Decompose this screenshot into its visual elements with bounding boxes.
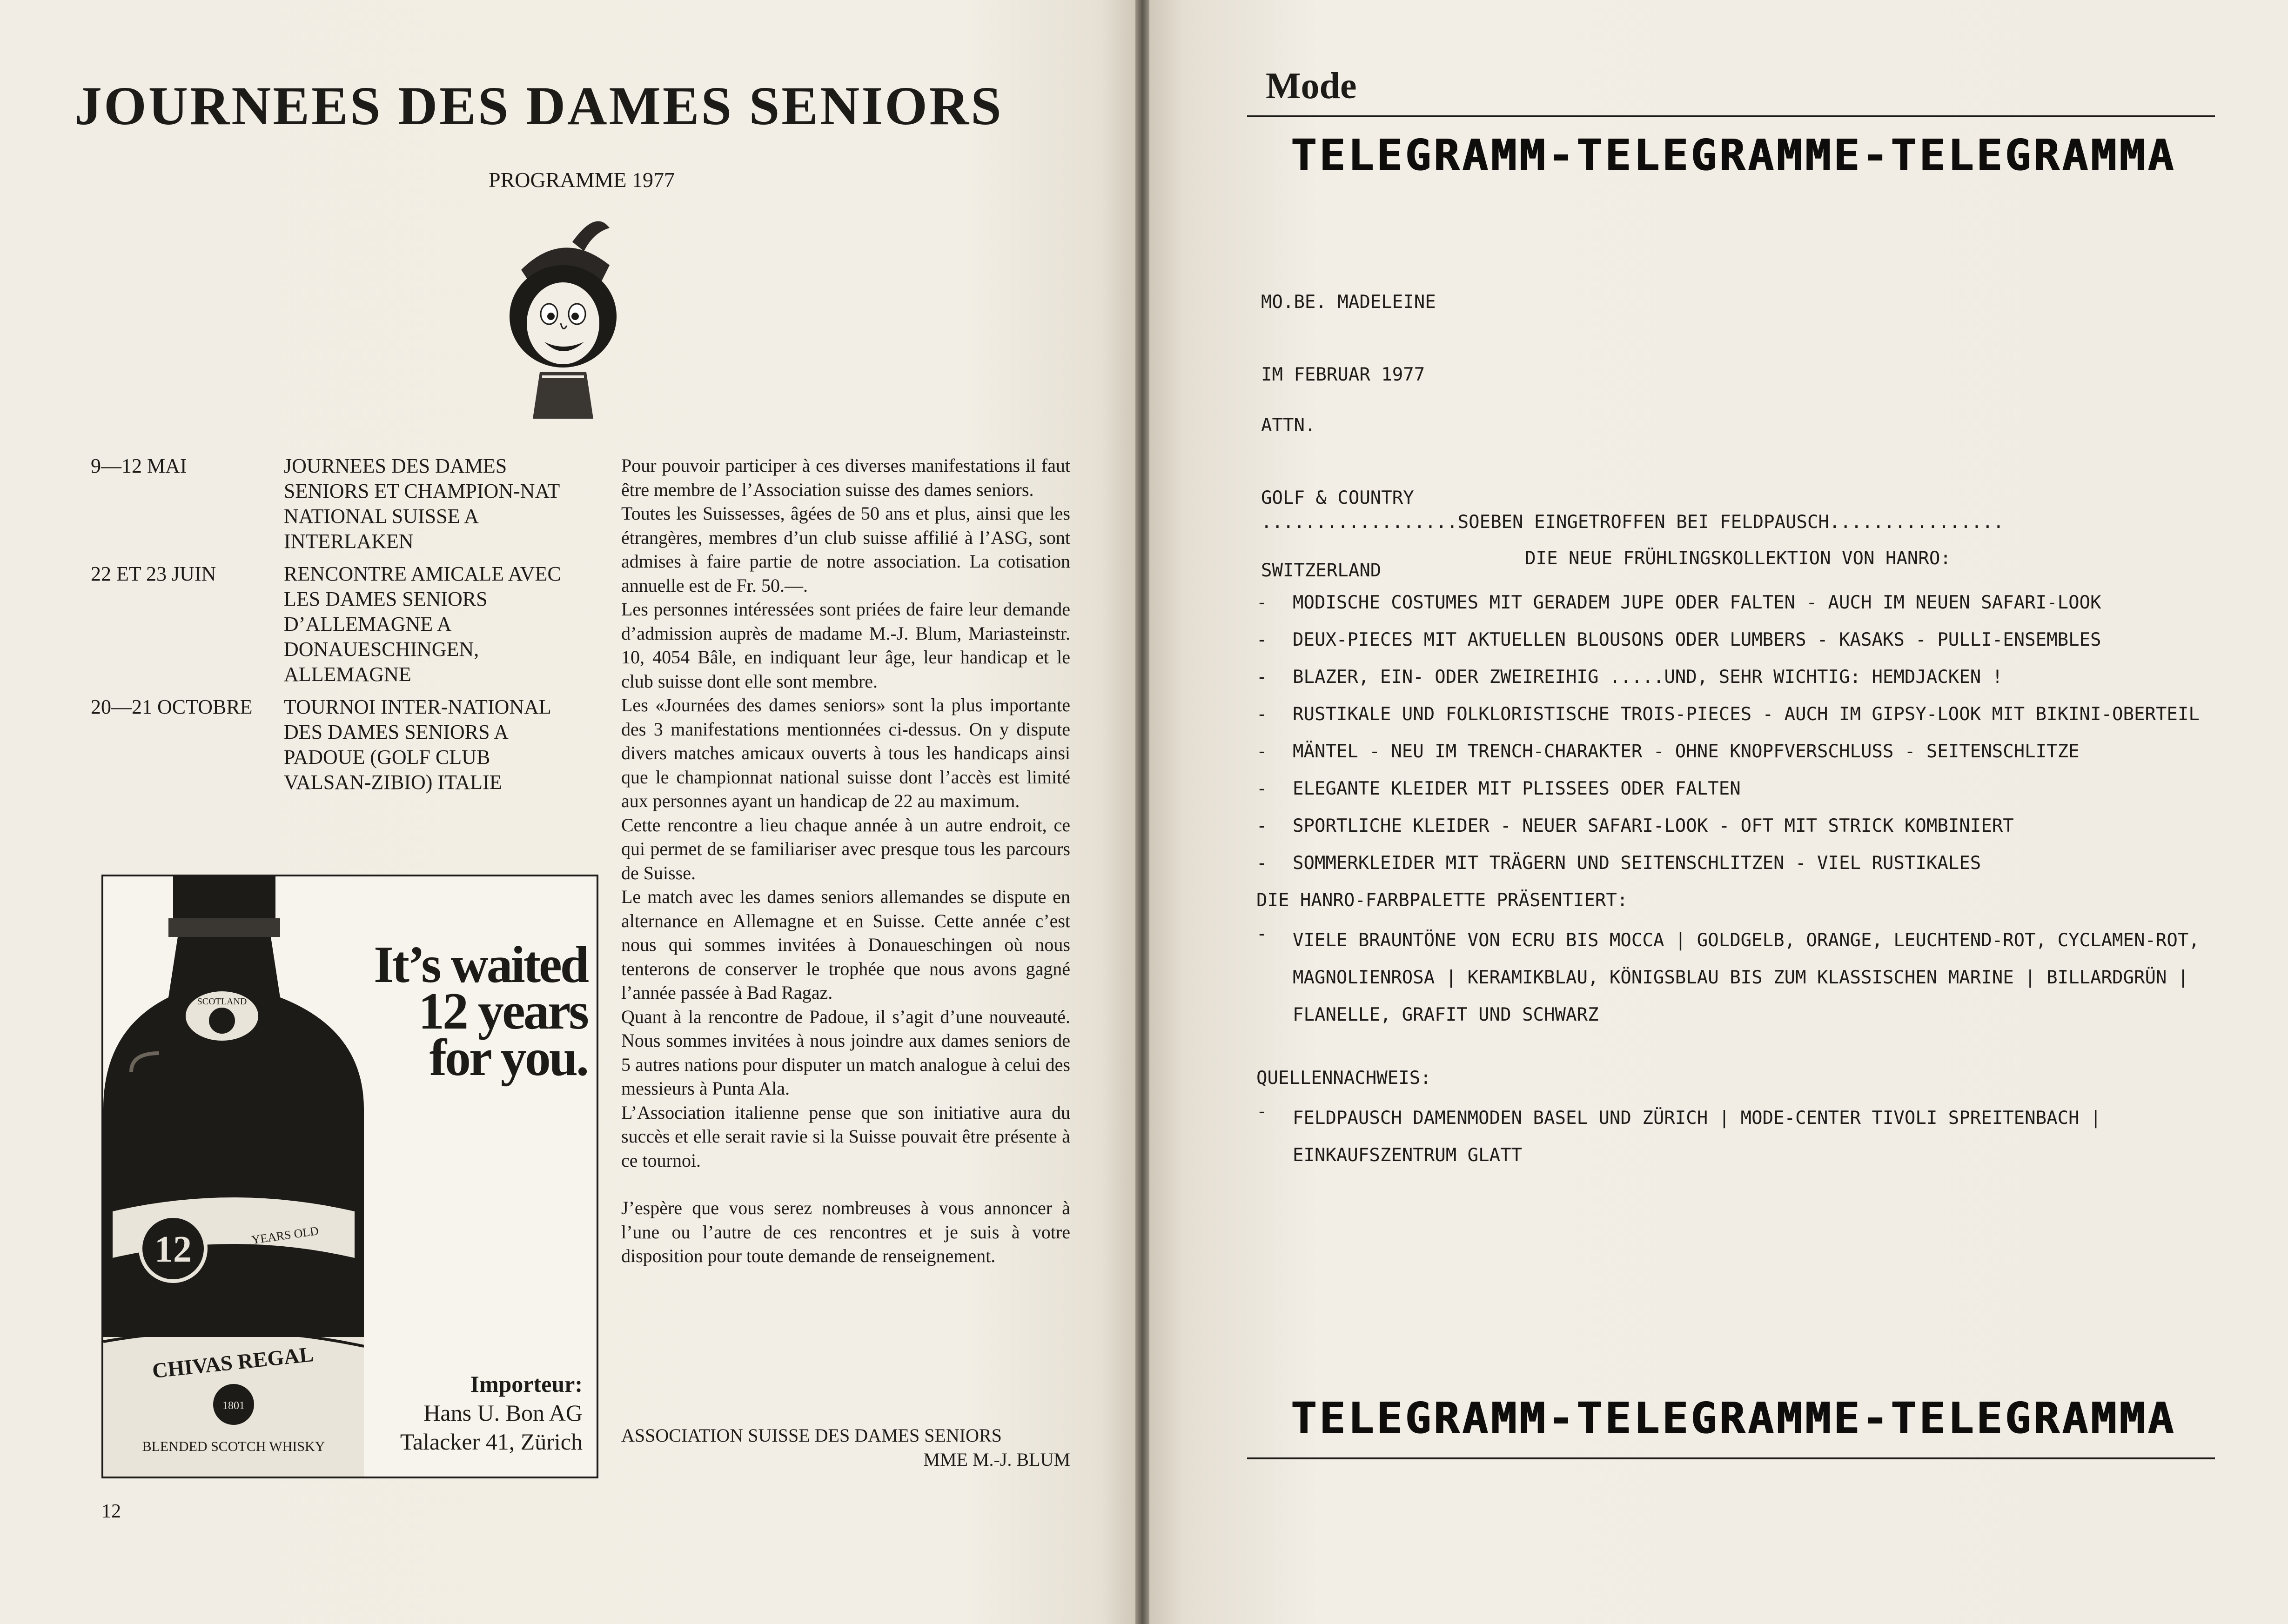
- dash-marker: -: [1256, 778, 1268, 799]
- list-item: [1256, 814, 2224, 838]
- event-date: 9—12 MAI: [91, 454, 187, 477]
- attn-line: GOLF & COUNTRY: [1261, 488, 1414, 508]
- telegram-banner-bottom: TELEGRAMM-TELEGRAMME-TELEGRAMMA: [1256, 1393, 2210, 1443]
- list-item-text: ELEGANTE KLEIDER MIT PLISSEES ODER FALTEN: [1293, 778, 1741, 799]
- label-years-text: YEARS OLD: [250, 1224, 320, 1247]
- event-row: [91, 454, 579, 554]
- importer-address: Talacker 41, Zürich: [400, 1429, 583, 1455]
- top-rule: [1247, 115, 2215, 117]
- sources-heading: QUELLENNACHWEIS:: [1256, 1068, 1431, 1089]
- dash-marker: -: [1256, 741, 1268, 762]
- page-number: 12: [101, 1501, 121, 1522]
- list-item: [1256, 628, 2224, 652]
- list-item: [1256, 1100, 2224, 1174]
- list-item-text: RUSTIKALE UND FOLKLORISTISCHE TROIS-PIECES - AUCH IM GIPSY-LOOK MIT BIKINI-OBERTEIL: [1293, 704, 2200, 725]
- list-item: [1256, 591, 2224, 615]
- event-row: [91, 695, 579, 795]
- paragraph: Pour pouvoir participer à ces diverses manifestations il faut être membre de l’Association suisse des dames seniors.: [621, 455, 1070, 500]
- paragraph: Toutes les Suissesses, âgées de 50 ans et plus, ainsi que les étrangères, membres d’un club suisse affilié à l’ASG, sont admises à faire partie de notre association. La cotisation annuelle est de Fr. 50.—.: [621, 503, 1070, 596]
- dash-marker: -: [1256, 592, 1268, 613]
- telegram-banner-top: TELEGRAMM-TELEGRAMME-TELEGRAMMA: [1256, 130, 2210, 180]
- event-row: [91, 561, 579, 687]
- attn-line: ATTN.: [1261, 415, 1316, 436]
- list-item-text: SOMMERKLEIDER MIT TRÄGERN UND SEITENSCHLITZEN - VIEL RUSTIKALES: [1293, 853, 1981, 874]
- paragraph: Les personnes intéressées sont priées de faire leur demande d’admission auprès de madame M.-J. Blum, Mariasteinstr. 10, 4054 Bâle, en indiquant leur âge, leur handicap et le club suisse dont elle sont membre.: [621, 599, 1070, 692]
- article-body: [621, 454, 1070, 1268]
- label-brand-text: CHIVAS REGAL: [151, 1342, 315, 1383]
- list-item-text: SPORTLICHE KLEIDER - NEUER SAFARI-LOOK - OFT MIT STRICK KOMBINIERT: [1293, 815, 2014, 836]
- list-item: [1256, 702, 2224, 727]
- event-description: JOURNEES DES DAMES SENIORS ET CHAMPION-NAT NATIONAL SUISSE A INTERLAKEN: [284, 454, 560, 553]
- ad-headline-line: 12 years: [418, 982, 587, 1040]
- dash-marker: -: [1256, 815, 1268, 836]
- label-founded-text: 1801: [222, 1400, 245, 1412]
- ad-headline-line: It’s waited: [374, 936, 587, 994]
- list-item: [1256, 665, 2224, 689]
- section-label: Mode: [1266, 66, 1357, 107]
- signature-block: [621, 1424, 1070, 1472]
- book-gutter: [1135, 0, 1149, 1624]
- bottom-rule: [1247, 1457, 2215, 1459]
- event-date: 22 ET 23 JUIN: [91, 562, 216, 585]
- announcement-subline: DIE NEUE FRÜHLINGSKOLLEKTION VON HANRO:: [1525, 548, 1951, 569]
- paragraph: L’Association italienne pense que son initiative aura du succès et elle serait ravie si la Suisse pouvait être présente à ce tournoi.: [621, 1102, 1070, 1171]
- list-item: [1256, 922, 2224, 1034]
- signature-name: MME M.-J. BLUM: [923, 1449, 1070, 1470]
- label-type-text: BLENDED SCOTCH WHISKY: [142, 1439, 325, 1454]
- programme-subtitle: PROGRAMME 1977: [488, 168, 675, 192]
- importer-label: Importeur:: [470, 1371, 583, 1397]
- event-description: TOURNOI INTER-NATIONAL DES DAMES SENIORS A PADOUE (GOLF CLUB VALSAN-ZIBIO) ITALIE: [284, 695, 551, 794]
- dash-marker: -: [1256, 853, 1268, 874]
- label-number-text: 12: [154, 1229, 192, 1270]
- event-date: 20—21 OCTOBRE: [91, 695, 253, 718]
- list-item-text: MÄNTEL - NEU IM TRENCH-CHARAKTER - OHNE KNOPFVERSCHLUSS - SEITENSCHLITZE: [1293, 741, 2080, 762]
- dash-marker: -: [1256, 923, 1268, 944]
- whisky-bottle-illustration: [103, 876, 364, 1477]
- paragraph: J’espère que vous serez nombreuses à vous annoncer à l’une ou l’autre de ces rencontres et je suis à votre disposition pour toute demande de renseignement.: [621, 1197, 1070, 1266]
- ad-headline-line: for you.: [429, 1029, 587, 1087]
- paragraph: Le match avec les dames seniors allemandes se dispute en alternance en Allemagne et en Suisse. Cette année c’est nous qui sommes invitées à Donaueschingen où nous tenterons de conserver le trophée que nous avons gagné l’année passée à Bad Ragaz.: [621, 886, 1070, 1003]
- importer-name: Hans U. Bon AG: [423, 1400, 583, 1426]
- announcement-line: ..................SOEBEN EINGETROFFEN BEI FELDPAUSCH................: [1261, 512, 2004, 533]
- label-top-text: SCOTLAND: [197, 996, 247, 1007]
- paragraph: Les «Journées des dames seniors» sont la plus importante des 3 manifestations mentionnées ci-dessus. On y dispute divers matches amicaux ouverts à tous les handicaps ainsi que le championnat national suisse dont l’accès est limité aux personnes ayant un handicap de 22 au maximum.: [621, 695, 1070, 811]
- whisky-advertisement: [101, 875, 598, 1478]
- sources-text: FELDPAUSCH DAMENMODEN BASEL UND ZÜRICH | MODE-CENTER TIVOLI SPREITENBACH | EINKAUFSZENTRUM GLATT: [1293, 1108, 2101, 1166]
- list-item: [1256, 851, 2224, 875]
- cartoon-golfer-illustration: [493, 200, 633, 433]
- ad-importer: [364, 1370, 583, 1456]
- list-item: [1256, 777, 2224, 801]
- palette-text: VIELE BRAUNTÖNE VON ECRU BIS MOCCA | GOLDGELB, ORANGE, LEUCHTEND-ROT, CYCLAMEN-ROT, MAGNOLIENROSA | KERAMIKBLAU, KÖNIGSBLAU BIS ZUM KLASSISCHEN MARINE | BILLARDGRÜN | FLANELLE, GRAFIT UND SCHWARZ: [1293, 930, 2200, 1025]
- dash-marker: -: [1256, 704, 1268, 725]
- paragraph: Cette rencontre a lieu chaque année à un autre endroit, ce qui permet de se familiariser avec presque tous les parcours de Suisse.: [621, 814, 1070, 883]
- list-item-text: MODISCHE COSTUMES MIT GERADEM JUPE ODER FALTEN - AUCH IM NEUEN SAFARI-LOOK: [1293, 592, 2101, 613]
- dash-marker: -: [1256, 1101, 1268, 1122]
- paragraph: Quant à la rencontre de Padoue, il s’agit d’une nouveauté. Nous sommes invitées à nous joindre aux dames seniors de 5 autres nations pour disputer un match analogue à celui des messieurs à Punta Ala.: [621, 1006, 1070, 1099]
- collection-list: [1256, 591, 2224, 1187]
- dash-marker: -: [1256, 667, 1268, 688]
- right-page: [1149, 0, 2288, 1624]
- dash-marker: -: [1256, 629, 1268, 650]
- header-line: IM FEBRUAR 1977: [1261, 364, 1425, 385]
- palette-heading: DIE HANRO-FARBPALETTE PRÄSENTIERT:: [1256, 890, 1628, 911]
- signature-organisation: ASSOCIATION SUISSE DES DAMES SENIORS: [621, 1425, 1002, 1446]
- left-page: [0, 0, 1135, 1624]
- page-title: JOURNEES DES DAMES SENIORS: [74, 75, 1003, 136]
- header-line: MO.BE. MADELEINE: [1261, 292, 1436, 313]
- list-item-text: BLAZER, EIN- ODER ZWEIREIHIG .....UND, SEHR WICHTIG: HEMDJACKEN !: [1293, 667, 2003, 688]
- event-schedule: [91, 454, 579, 802]
- list-item: [1256, 740, 2224, 764]
- event-description: RENCONTRE AMICALE AVEC LES DAMES SENIORS D’ALLEMAGNE A DONAUESCHINGEN, ALLEMAGNE: [284, 562, 561, 686]
- attn-line: SWITZERLAND: [1261, 560, 1382, 581]
- list-item-text: DEUX-PIECES MIT AKTUELLEN BLOUSONS ODER LUMBERS - KASAKS - PULLI-ENSEMBLES: [1293, 629, 2101, 650]
- ad-headline: [364, 936, 587, 1087]
